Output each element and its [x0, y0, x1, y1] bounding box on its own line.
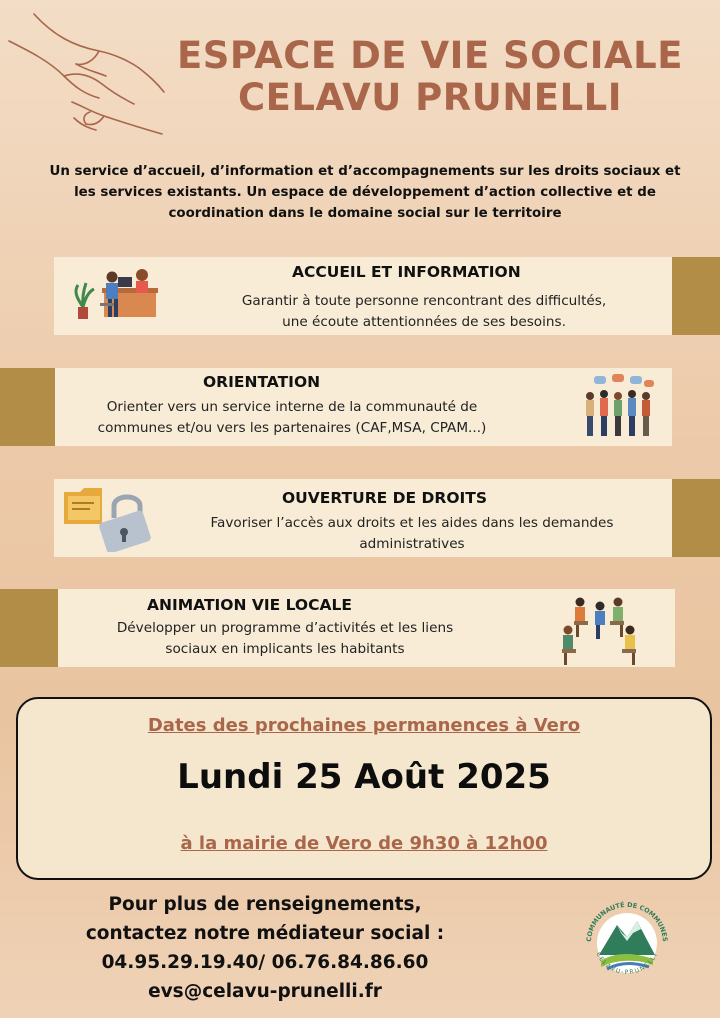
intro-line: les services existants. Un espace de développement d’action collective et de — [74, 185, 656, 200]
service-description-line: administratives — [359, 536, 465, 552]
service-card-droits — [54, 479, 672, 557]
service-title: ANIMATION VIE LOCALE — [147, 596, 352, 614]
contact-line: contactez notre médiateur social : — [85, 923, 445, 944]
service-description-line: une écoute attentionnées de ses besoins. — [282, 314, 566, 330]
card-tab — [0, 368, 55, 446]
community-logo-icon — [577, 893, 677, 993]
page-title-line1: ESPACE DE VIE SOCIALE — [176, 34, 684, 77]
service-description-line: communes et/ou vers les partenaires (CAF,MSA, CPAM...) — [97, 420, 487, 436]
service-description — [184, 291, 664, 333]
service-card-animation — [58, 589, 675, 667]
handshake-icon — [4, 6, 169, 136]
permanence-place: à la mairie de Vero de 9h30 à 12h00 — [180, 833, 548, 854]
permanence-date: Lundi 25 Août 2025 — [177, 757, 551, 797]
card-tab — [672, 257, 720, 335]
service-description-line: Orienter vers un service interne de la communauté de — [106, 399, 478, 415]
service-description — [60, 618, 510, 660]
card-tab — [0, 589, 58, 667]
logo-ring-bottom: CELAVU-PRUNELLI — [594, 951, 660, 976]
contact-phones: 04.95.29.19.40/ 06.76.84.86.60 — [101, 952, 429, 973]
intro-line: coordination dans le domaine social sur le territoire — [168, 206, 562, 221]
page-title-line2: CELAVU PRUNELLI — [237, 76, 622, 119]
folder-padlock-icon — [62, 482, 152, 552]
service-title: ACCUEIL ET INFORMATION — [292, 263, 521, 281]
service-description — [172, 513, 652, 555]
service-description-line: Développer un programme d’activités et les liens — [116, 620, 454, 636]
permanence-heading: Dates des prochaines permanences à Vero — [147, 715, 581, 736]
service-description-line: Favoriser l’accès aux droits et les aides dans les demandes — [210, 515, 614, 531]
contact-email: evs@celavu-prunelli.fr — [148, 981, 382, 1002]
reception-desk-icon — [64, 263, 164, 329]
service-description-line: sociaux en implicants les habitants — [165, 641, 405, 657]
intro-text — [20, 161, 710, 224]
contact-line: Pour plus de renseignements, — [108, 894, 422, 915]
group-discussion-icon — [550, 592, 650, 666]
permanence-box — [16, 697, 712, 880]
service-title: OUVERTURE DE DROITS — [282, 489, 487, 507]
people-talking-icon — [580, 372, 660, 444]
service-title: ORIENTATION — [203, 373, 321, 391]
service-description — [57, 397, 527, 439]
service-card-orientation — [55, 368, 672, 446]
contact-block — [50, 890, 480, 1006]
logo-ring-top: COMMUNAUTÉ DE COMMUNES — [584, 900, 670, 943]
service-card-accueil — [54, 257, 672, 335]
intro-line: Un service d’accueil, d’information et d’accompagnements sur les droits sociaux et — [49, 164, 681, 179]
service-description-line: Garantir à toute personne rencontrant des difficultés, — [241, 293, 607, 309]
card-tab — [672, 479, 720, 557]
